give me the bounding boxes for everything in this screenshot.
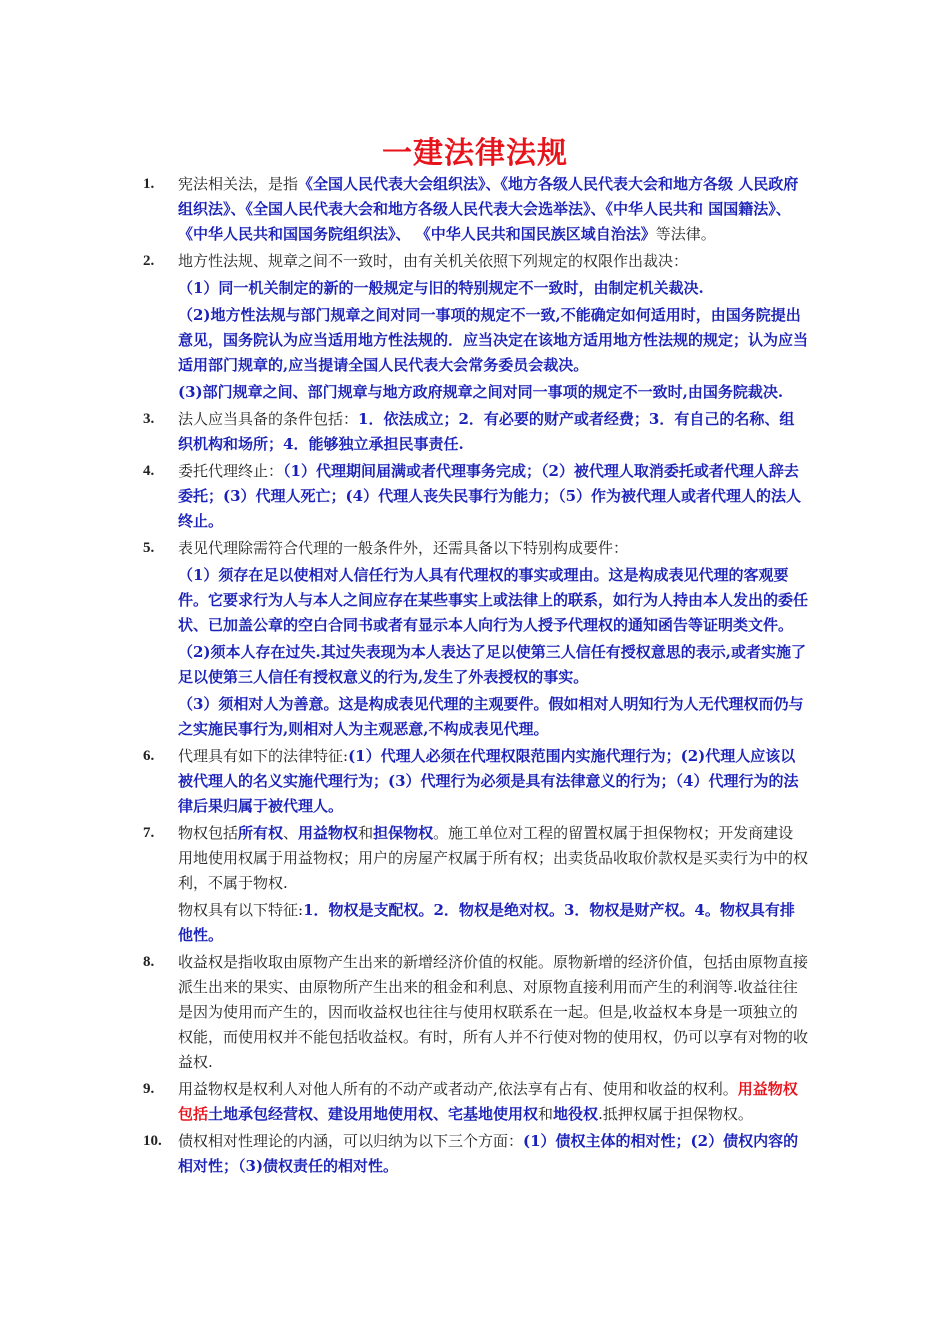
item-paragraph (178, 692, 808, 742)
text-segment: （3）须相对人为善意。这是构成表见代理的主观要件。假如相对人明知行为人无代理权而仍与之实施民事行为,则相对人为主观恶意,不构成表见代理。 (178, 695, 804, 738)
text-segment: 地方性法规、规章之间不一致时，由有关机关依照下列规定的权限作出裁决： (178, 252, 689, 270)
text-segment: 等法律。 (655, 225, 716, 243)
item-paragraph (178, 407, 808, 457)
item-paragraph (178, 1129, 808, 1179)
text-segment: 和 (358, 824, 374, 842)
text-segment: 物权包括 (178, 824, 239, 842)
item-paragraph (178, 172, 808, 247)
item-body (178, 1077, 808, 1127)
text-segment: 宪法相关法，是指 (178, 175, 299, 193)
text-segment: （2)须本人存在过失.其过失表现为本人表达了足以使第三人信任有授权意思的表示,或者实施了足以使第三人信任有授权意义的行为,发生了外表授权的事实。 (178, 643, 806, 686)
text-segment: 担保物权 (373, 824, 434, 842)
item-number: 10. (143, 1133, 162, 1149)
list-item (0, 821, 950, 948)
text-segment: （2)地方性法规与部门规章之间对同一事项的规定不一致,不能确定如何适用时，由国务院提出意见，国务院认为应当适用地方性法规的．应当决定在该地方适用地方性法规的规定；认为应当适用部门规章的,应当提请全国人民代表大会常务委员会裁决。 (178, 306, 809, 374)
text-segment: .抵押权属于担保物权。 (598, 1105, 753, 1123)
item-number: 2. (143, 253, 155, 269)
item-body (178, 1129, 808, 1179)
item-paragraph (178, 563, 808, 638)
item-paragraph (178, 898, 808, 948)
item-number: 1. (143, 176, 155, 192)
list-item (0, 1077, 950, 1127)
item-paragraph (178, 249, 808, 274)
text-segment: 地役权 (553, 1105, 599, 1123)
item-paragraph (178, 821, 808, 896)
item-paragraph (178, 459, 808, 534)
item-paragraph (178, 1077, 808, 1127)
item-body (178, 407, 808, 457)
item-paragraph (178, 744, 808, 819)
item-body (178, 744, 808, 819)
text-segment: （1）代理期间届满或者代理事务完成；（2）被代理人取消委托或者代理人辞去委托；(3）代理人死亡；(4）代理人丧失民事行为能力；（5）作为被代理人或者代理人的法人终止。 (178, 462, 802, 530)
item-body (178, 172, 808, 247)
item-paragraph (178, 380, 808, 405)
item-paragraph (178, 640, 808, 690)
text-segment: 法人应当具备的条件包括： (178, 410, 359, 428)
item-body (178, 536, 808, 742)
text-segment: 代理具有如下的法律特征: (178, 747, 349, 765)
list-item (0, 536, 950, 742)
numbered-list (0, 172, 950, 1181)
text-segment: 土地承包经营权、建设用地使用权、宅基地使用权 (208, 1105, 539, 1123)
item-paragraph (178, 536, 808, 561)
text-segment: 和 (538, 1105, 554, 1123)
text-segment: （1）须存在足以使相对人信任行为人具有代理权的事实或理由。这是构成表见代理的客观要件。它要求行为人与本人之间应存在某些事实上或法律上的联系，如行为人持由本人发出的委任状、已加盖公章的空白合同书或者有显示本人向行为人授予代理权的通知函告等证明类文件。 (178, 566, 809, 634)
text-segment: 用益物权 (298, 824, 359, 842)
item-body (178, 249, 808, 405)
text-segment: 收益权是指收取由原物产生出来的新增经济价值的权能。原物新增的经济价值，包括由原物直接派生出来的果实、由原物所产生出来的租金和利息、对原物直接利用而产生的利润等.收益往往是因为使用而产生的，因而收益权也往往与使用权联系在一起。但是,收益权本身是一项独立的权能，而使用权并不能包括收益权。有时，所有人并不行使对物的使用权，仍可以享有对物的收益权. (178, 953, 809, 1071)
list-item (0, 172, 950, 247)
item-paragraph (178, 950, 808, 1075)
text-segment: 1．依法成立；2．有必要的财产或者经费；3．有自己的名称、组织机构和场所；4．能够独立承担民事责任. (178, 410, 795, 453)
text-segment: 《全国人民代表大会组织法》、《地方各级人民代表大会和地方各级 人民政府组织法》、《全国人民代表大会和地方各级人民代表大会选举法》、《中华人民共和 国国籍法》、《中华人民共和国国务院组织法》、 《中华人民共和国民族区域自治法》 (178, 175, 799, 243)
text-segment: （1）同一机关制定的新的一般规定与旧的特别规定不一致时，由制定机关裁决. (178, 279, 704, 297)
item-number: 3. (143, 411, 155, 427)
list-item (0, 744, 950, 819)
text-segment: 委托代理终止： (178, 462, 284, 480)
list-item (0, 249, 950, 405)
text-segment: 用益物权包括 (178, 1080, 798, 1123)
item-number: 7. (143, 825, 155, 841)
list-item (0, 407, 950, 457)
text-segment: (1）债权主体的相对性；(2）债权内容的相对性；（3)债权责任的相对性。 (178, 1132, 799, 1175)
item-number: 9. (143, 1081, 155, 1097)
item-body (178, 821, 808, 948)
text-segment: (1）代理人必须在代理权限范围内实施代理行为；(2)代理人应该以被代理人的名义实施代理行为；(3）代理行为必须是具有法律意义的行为；（4）代理行为的法律后果归属于被代理人。 (178, 747, 799, 815)
list-item (0, 1129, 950, 1179)
item-body (178, 950, 808, 1075)
item-body (178, 459, 808, 534)
text-segment: 用益物权是权利人对他人所有的不动产或者动产,依法享有占有、使用和收益的权利。 (178, 1080, 738, 1098)
text-segment: 所有权 (238, 824, 284, 842)
item-number: 5. (143, 540, 155, 556)
list-item (0, 950, 950, 1075)
text-segment: 、 (283, 824, 299, 842)
text-segment: 债权相对性理论的内涵，可以归纳为以下三个方面： (178, 1132, 524, 1150)
item-number: 4. (143, 463, 155, 479)
item-number: 6. (143, 748, 155, 764)
text-segment: 1．物权是支配权。2．物权是绝对权。3．物权是财产权。4。物权具有排他性。 (178, 901, 795, 944)
text-segment: 表见代理除需符合代理的一般条件外，还需具备以下特别构成要件： (178, 539, 629, 557)
text-segment: (3)部门规章之间、部门规章与地方政府规章之间对同一事项的规定不一致时,由国务院裁决. (178, 383, 784, 401)
list-item (0, 459, 950, 534)
item-paragraph (178, 276, 808, 301)
document-title: 一建法律法规 (382, 136, 568, 171)
text-segment: 。施工单位对工程的留置权属于担保物权；开发商建设用地使用权属于用益物权；用户的房屋产权属于所有权；出卖货品收取价款权是买卖行为中的权利，不属于物权. (178, 824, 809, 892)
item-paragraph (178, 303, 808, 378)
item-number: 8. (143, 954, 155, 970)
text-segment: 物权具有以下特征: (178, 901, 304, 919)
